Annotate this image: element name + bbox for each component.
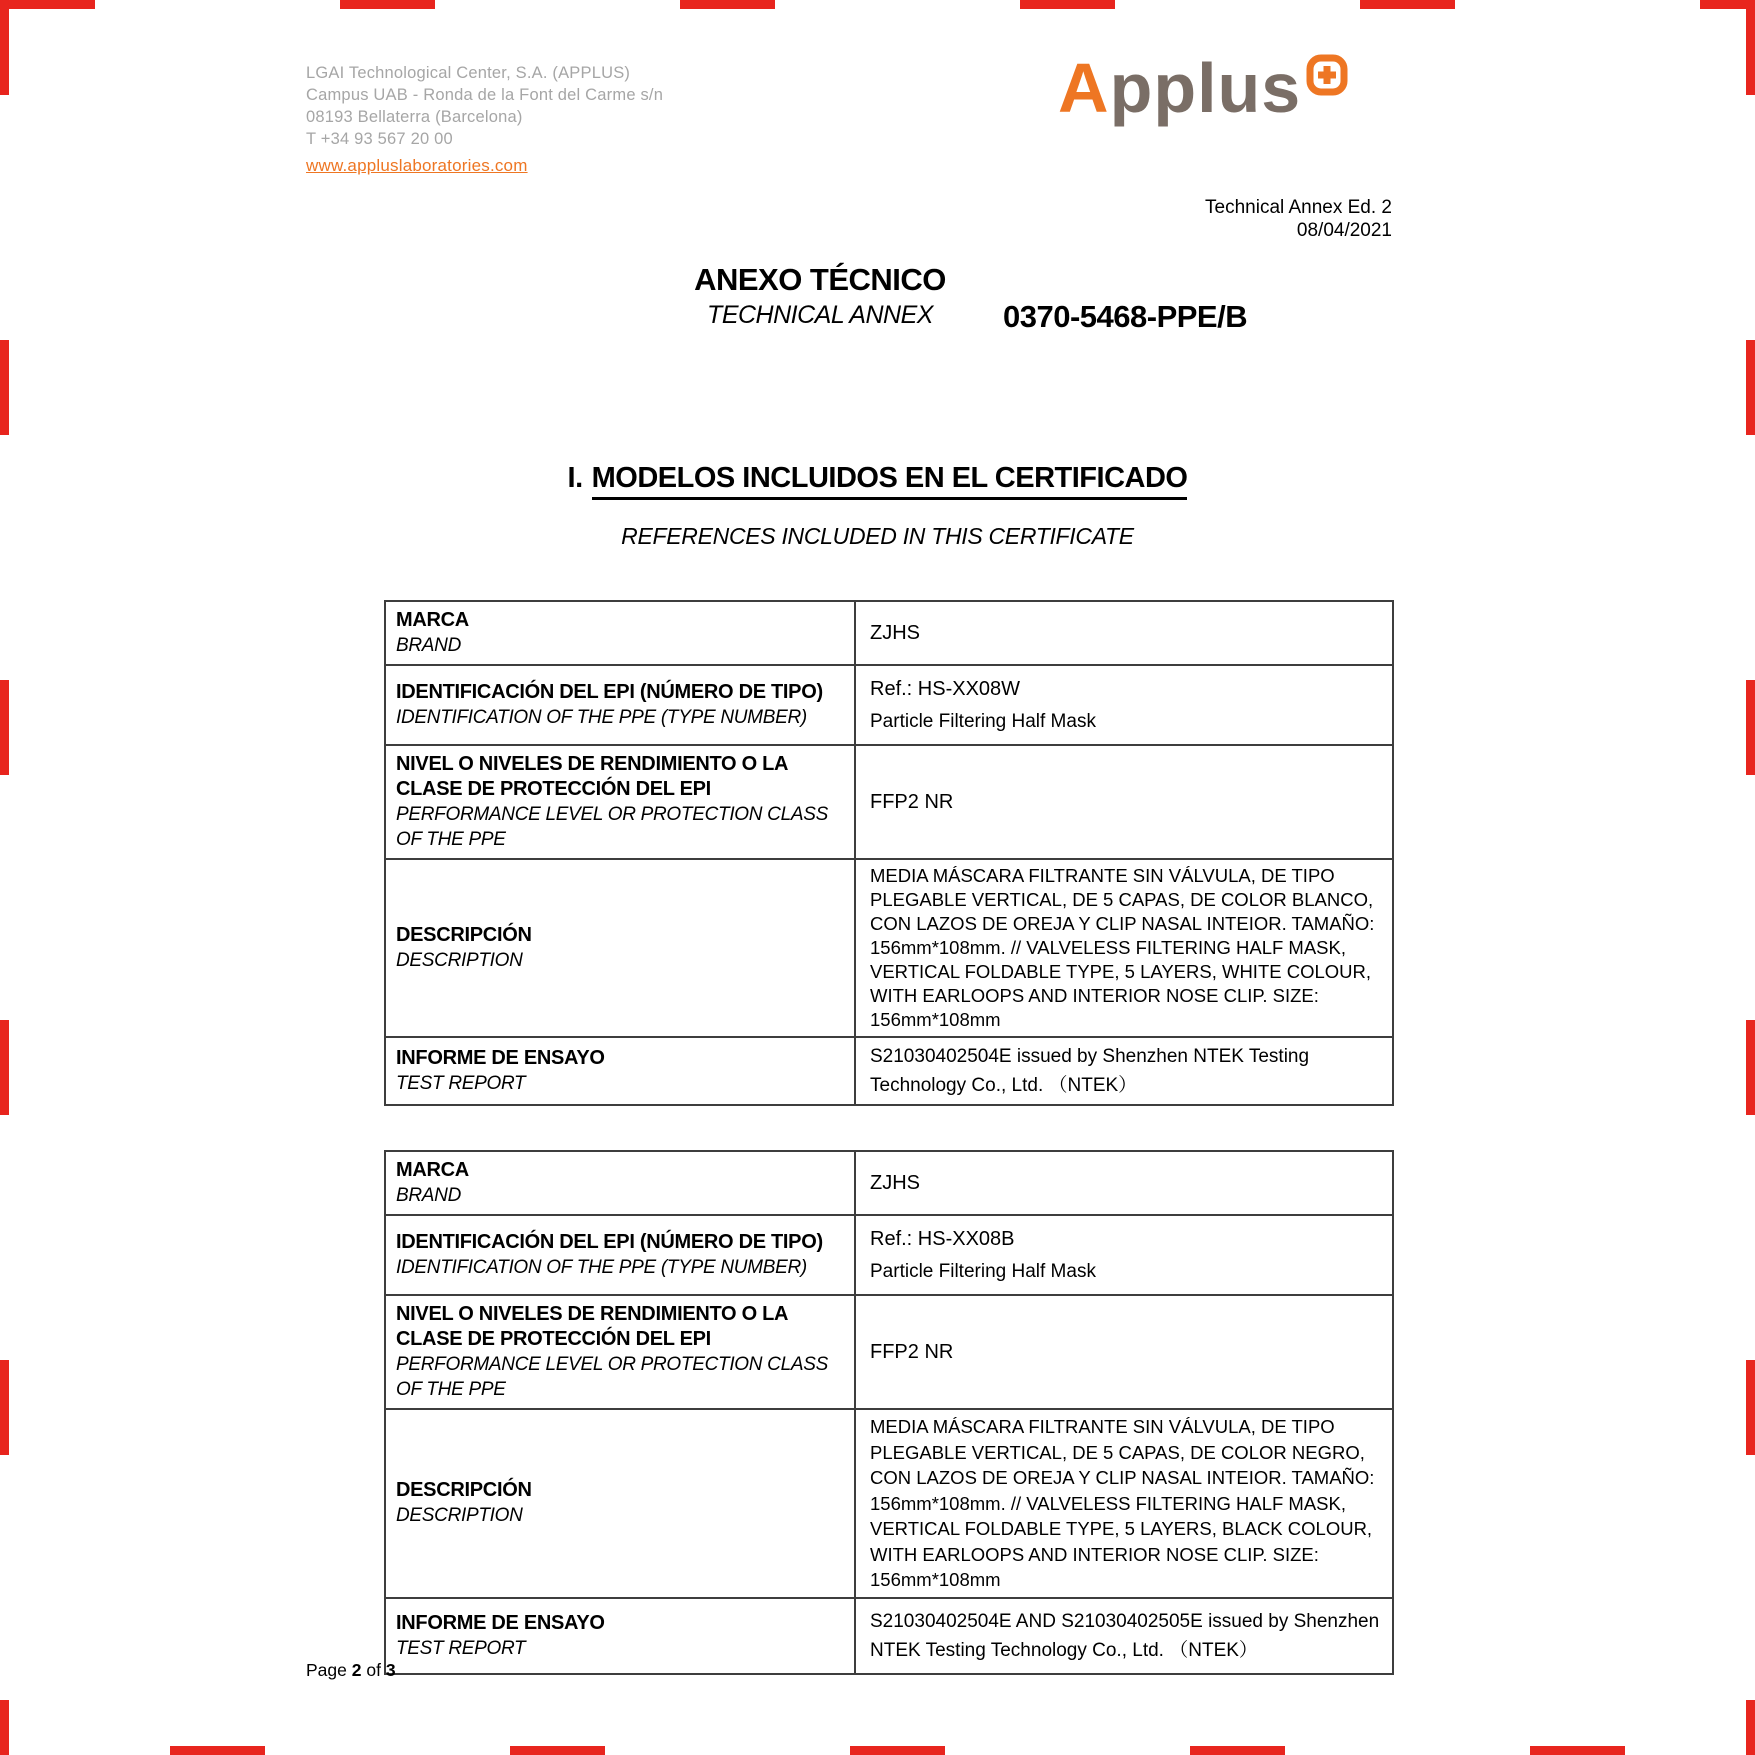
brand-label-en: BRAND bbox=[396, 635, 462, 656]
identification-ref: Ref.: HS-XX08W bbox=[870, 677, 1021, 700]
document-title-es: ANEXO TÉCNICO bbox=[694, 262, 946, 297]
identification-type: Particle Filtering Half Mask bbox=[870, 1260, 1096, 1282]
performance-label-cell bbox=[385, 1295, 855, 1409]
performance-label-es: NIVEL O NIVELES DE RENDIMIENTO O LA CLASE DE PROTECCIÓN DEL EPI bbox=[396, 1303, 788, 1350]
identification-label-cell bbox=[385, 1215, 855, 1295]
identification-value-cell bbox=[855, 665, 1393, 745]
company-address-block bbox=[306, 62, 663, 177]
page-footer bbox=[306, 1660, 396, 1681]
identification-label-cell bbox=[385, 665, 855, 745]
performance-label-es: NIVEL O NIVELES DE RENDIMIENTO O LA CLASE DE PROTECCIÓN DEL EPI bbox=[396, 753, 788, 800]
footer-total-pages: 3 bbox=[385, 1660, 396, 1680]
test-report-label-cell bbox=[385, 1598, 855, 1674]
annex-date: 08/04/2021 bbox=[1296, 220, 1392, 241]
test-report-label-en: TEST REPORT bbox=[396, 1637, 526, 1659]
description-label-es: DESCRIPCIÓN bbox=[396, 924, 532, 946]
performance-label-en: PERFORMANCE LEVEL OR PROTECTION CLASS OF THE PPE bbox=[396, 804, 828, 850]
applus-logo bbox=[1058, 49, 1348, 127]
performance-value-cell bbox=[855, 1295, 1393, 1409]
brand-value: ZJHS bbox=[870, 1172, 920, 1194]
performance-value: FFP2 NR bbox=[870, 791, 954, 813]
identification-type: Particle Filtering Half Mask bbox=[870, 710, 1096, 732]
annex-meta-block bbox=[1205, 196, 1392, 242]
logo-wordmark bbox=[1058, 49, 1302, 127]
brand-value-cell bbox=[855, 1151, 1393, 1215]
test-report-value: S21030402504E AND S21030402505E issued by Shenzhen NTEK Testing Technology Co., Ltd. （NTEK） bbox=[870, 1610, 1380, 1661]
description-label-en: DESCRIPTION bbox=[396, 1505, 523, 1527]
footer-of-label: of bbox=[366, 1660, 381, 1680]
section-subheading: REFERENCES INCLUDED IN THIS CERTIFICATE bbox=[621, 523, 1134, 549]
description-label-cell bbox=[385, 1409, 855, 1598]
performance-value: FFP2 NR bbox=[870, 1341, 954, 1363]
section-heading bbox=[0, 462, 1755, 495]
identification-label-en: IDENTIFICATION OF THE PPE (TYPE NUMBER) bbox=[396, 707, 807, 728]
identification-value-cell bbox=[855, 1215, 1393, 1295]
brand-value-cell bbox=[855, 601, 1393, 665]
page-border-top bbox=[0, 0, 1755, 9]
performance-label-cell bbox=[385, 745, 855, 859]
identification-label-es: IDENTIFICACIÓN DEL EPI (NÚMERO DE TIPO) bbox=[396, 681, 823, 703]
brand-label-es: MARCA bbox=[396, 609, 469, 631]
brand-label-cell bbox=[385, 1151, 855, 1215]
logo-letters-rest: pplus bbox=[1109, 49, 1302, 127]
address-line-2: Campus UAB - Ronda de la Font del Carme s/n bbox=[306, 86, 664, 104]
test-report-value-cell bbox=[855, 1598, 1393, 1674]
identification-ref: Ref.: HS-XX08B bbox=[870, 1227, 1015, 1250]
page-border-left bbox=[0, 0, 9, 1755]
address-line-3: 08193 Bellaterra (Barcelona) bbox=[306, 108, 523, 126]
section-heading-text: MODELOS INCLUIDOS EN EL CERTIFICADO bbox=[592, 462, 1188, 500]
footer-page-label: Page bbox=[306, 1660, 347, 1680]
description-value-cell bbox=[855, 859, 1393, 1037]
page-border-right bbox=[1746, 0, 1755, 1755]
test-report-value-cell bbox=[855, 1037, 1393, 1105]
test-report-label-cell bbox=[385, 1037, 855, 1105]
identification-label-es: IDENTIFICACIÓN DEL EPI (NÚMERO DE TIPO) bbox=[396, 1231, 823, 1253]
test-report-label-es: INFORME DE ENSAYO bbox=[396, 1611, 605, 1634]
models-table-2 bbox=[384, 1150, 1394, 1675]
document-title-en: TECHNICAL ANNEX bbox=[707, 301, 933, 329]
annex-edition: Technical Annex Ed. 2 bbox=[1205, 197, 1392, 218]
address-line-1: LGAI Technological Center, S.A. (APPLUS) bbox=[306, 64, 631, 82]
address-line-4: T +34 93 567 20 00 bbox=[306, 130, 453, 148]
test-report-label-es: INFORME DE ENSAYO bbox=[396, 1047, 605, 1069]
performance-label-en: PERFORMANCE LEVEL OR PROTECTION CLASS OF THE PPE bbox=[396, 1354, 828, 1400]
brand-label-en: BRAND bbox=[396, 1185, 462, 1206]
description-label-cell bbox=[385, 859, 855, 1037]
section-numeral: I. bbox=[567, 462, 583, 494]
website-link[interactable]: www.appluslaboratories.com bbox=[306, 156, 528, 175]
test-report-value: S21030402504E issued by Shenzhen NTEK Testing Technology Co., Ltd. （NTEK） bbox=[870, 1046, 1310, 1096]
identification-label-en: IDENTIFICATION OF THE PPE (TYPE NUMBER) bbox=[396, 1257, 807, 1278]
description-value: MEDIA MÁSCARA FILTRANTE SIN VÁLVULA, DE TIPO PLEGABLE VERTICAL, DE 5 CAPAS, DE COLOR NEGRO, CON LAZOS DE OREJA Y CLIP NASAL INTEIOR. TAMAÑO: 156mm*108mm. // VALVELESS FILTERING HALF MASK, VERTICAL FOLDABLE TYPE, 5 LAYERS, BLACK COLOUR, WITH EARLOOPS AND INTERIOR NOSE CLIP. SIZE: 156mm*108mm bbox=[870, 1416, 1375, 1590]
brand-value: ZJHS bbox=[870, 622, 920, 644]
description-label-es: DESCRIPCIÓN bbox=[396, 1479, 532, 1502]
description-value-cell bbox=[855, 1409, 1393, 1598]
brand-label-es: MARCA bbox=[396, 1159, 469, 1181]
footer-page-number: 2 bbox=[351, 1660, 362, 1680]
plus-icon bbox=[1306, 54, 1348, 101]
test-report-label-en: TEST REPORT bbox=[396, 1073, 526, 1094]
description-value: MEDIA MÁSCARA FILTRANTE SIN VÁLVULA, DE TIPO PLEGABLE VERTICAL, DE 5 CAPAS, DE COLOR BLANCO, CON LAZOS DE OREJA Y CLIP NASAL INTEIOR. TAMAÑO: 156mm*108mm. // VALVELESS FILTERING HALF MASK, VERTICAL FOLDABLE TYPE, 5 LAYERS, WHITE COLOUR, WITH EARLOOPS AND INTERIOR NOSE CLIP. SIZE: 156mm*108mm bbox=[870, 865, 1375, 1030]
models-table-1 bbox=[384, 600, 1394, 1106]
description-label-en: DESCRIPTION bbox=[396, 950, 523, 971]
brand-label-cell bbox=[385, 601, 855, 665]
page-border-bottom bbox=[0, 1746, 1755, 1755]
logo-letter-a: A bbox=[1058, 49, 1110, 127]
certificate-number: 0370-5468-PPE/B bbox=[1003, 299, 1248, 334]
performance-value-cell bbox=[855, 745, 1393, 859]
